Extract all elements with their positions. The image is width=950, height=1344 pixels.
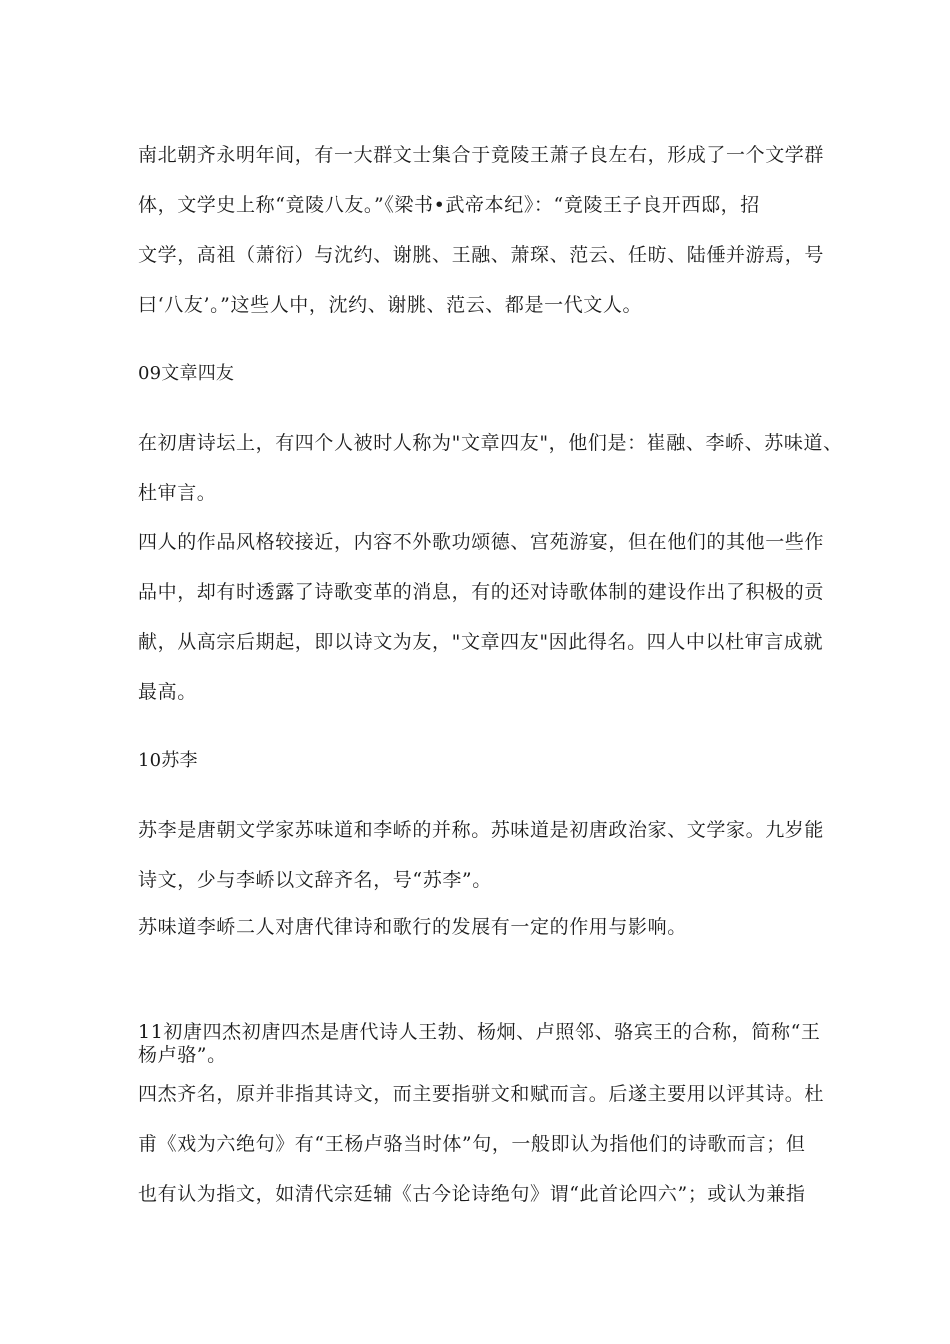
text-line: 杜审言。 — [138, 482, 217, 504]
text-line: 品中，却有时透露了诗歌变革的消息，有的还对诗歌体制的建设作出了积极的贡 — [138, 581, 825, 603]
text-line: 11初唐四杰初唐四杰是唐代诗人王勃、杨炯、卢照邻、骆宾王的合称，简称“王 — [138, 1021, 821, 1043]
text-line: 苏李是唐朝文学家苏味道和李峤的并称。苏味道是初唐政治家、文学家。九岁能 — [138, 819, 825, 841]
text-line: 四杰齐名，原并非指其诗文，而主要指骈文和赋而言。后遂主要用以评其诗。杜 — [138, 1083, 825, 1105]
text-line: 曰‘八友’。”这些人中，沈约、谢朓、范云、都是一代文人。 — [138, 294, 643, 316]
text-line: 也有认为指文，如清代宗廷辅《古今论诗绝句》谓“此首论四六”；或认为兼指 — [138, 1183, 806, 1205]
text-line: 诗文，少与李峤以文辞齐名，号“苏李”。 — [138, 869, 492, 891]
text-line: 在初唐诗坛上，有四个人被时人称为"文章四友"，他们是：崔融、李峤、苏味道、 — [138, 432, 843, 454]
text-line: 体，文学史上称“竟陵八友。”《梁书•武帝本纪》：“竟陵王子良开西邸，招 — [138, 194, 760, 216]
text-line: 甫《戏为六绝句》有“王杨卢骆当时体”句，一般即认为指他们的诗歌而言；但 — [138, 1133, 806, 1155]
text-line: 四人的作品风格较接近，内容不外歌功颂德、宫苑游宴，但在他们的其他一些作 — [138, 531, 825, 553]
text-line: 献，从高宗后期起，即以诗文为友，"文章四友"因此得名。四人中以杜审言成就 — [138, 631, 824, 653]
text-line: 最高。 — [138, 681, 197, 703]
section-heading-09: 09文章四友 — [138, 363, 235, 384]
text-line: 苏味道李峤二人对唐代律诗和歌行的发展有一定的作用与影响。 — [138, 916, 687, 938]
section-heading-10: 10苏李 — [138, 750, 198, 771]
text-line: 文学，高祖（萧衍）与沈约、谢朓、王融、萧琛、范云、任昉、陆倕并游焉，号 — [138, 244, 825, 266]
text-line: 南北朝齐永明年间，有一大群文士集合于竟陵王萧子良左右，形成了一个文学群 — [138, 144, 825, 166]
text-line: 杨卢骆”。 — [138, 1044, 227, 1066]
